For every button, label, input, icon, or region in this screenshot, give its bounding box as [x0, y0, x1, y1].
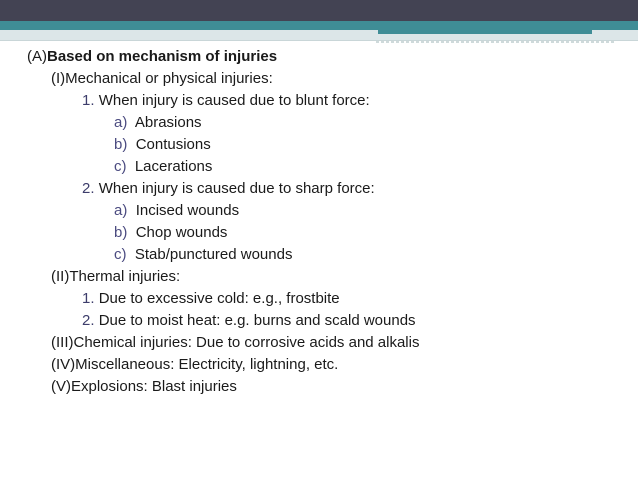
sub-text: Contusions — [135, 136, 211, 153]
list-item — [82, 92, 370, 110]
sub-marker: a) — [114, 202, 128, 219]
list-number: 2. — [82, 180, 95, 197]
sub-marker: c) — [114, 158, 127, 175]
sub-text: Chop wounds — [135, 224, 228, 241]
section-thermal: (II)Thermal injuries: — [51, 268, 181, 285]
list-item — [82, 312, 416, 330]
sub-item — [114, 158, 212, 176]
list-item — [82, 290, 340, 308]
list-number: 1. — [82, 290, 95, 307]
sub-marker: c) — [114, 246, 127, 263]
sub-marker: b) — [114, 224, 128, 241]
header-band-accent — [378, 30, 592, 34]
sub-item — [114, 136, 211, 154]
heading — [27, 48, 277, 66]
list-text: When injury is caused due to sharp force: — [98, 180, 375, 197]
sub-text: Abrasions — [134, 114, 202, 131]
list-item — [82, 180, 375, 198]
header-dashed-line — [376, 41, 614, 43]
header-band-dark — [0, 0, 638, 21]
heading-prefix: (A) — [27, 48, 47, 65]
sub-text: Lacerations — [134, 158, 213, 175]
sub-text: Incised wounds — [135, 202, 240, 219]
header-band-teal — [0, 21, 638, 30]
sub-marker: a) — [114, 114, 128, 131]
sub-item — [114, 114, 202, 132]
list-text: Due to excessive cold: e.g., frostbite — [98, 290, 340, 307]
list-text: When injury is caused due to blunt force: — [98, 92, 370, 109]
list-number: 1. — [82, 92, 95, 109]
sub-marker: b) — [114, 136, 128, 153]
sub-item — [114, 202, 239, 220]
section-miscellaneous: (IV)Miscellaneous: Electricity, lightning, etc. — [51, 356, 339, 373]
section-explosions: (V)Explosions: Blast injuries — [51, 378, 237, 395]
sub-item — [114, 246, 292, 264]
sub-text: Stab/punctured wounds — [134, 246, 293, 263]
heading-title: Based on mechanism of injuries — [47, 48, 278, 65]
section-mechanical: (I)Mechanical or physical injuries: — [51, 70, 273, 87]
list-number: 2. — [82, 312, 95, 329]
section-chemical: (III)Chemical injuries: Due to corrosive acids and alkalis — [51, 334, 420, 351]
list-text: Due to moist heat: e.g. burns and scald wounds — [98, 312, 416, 329]
sub-item — [114, 224, 227, 242]
